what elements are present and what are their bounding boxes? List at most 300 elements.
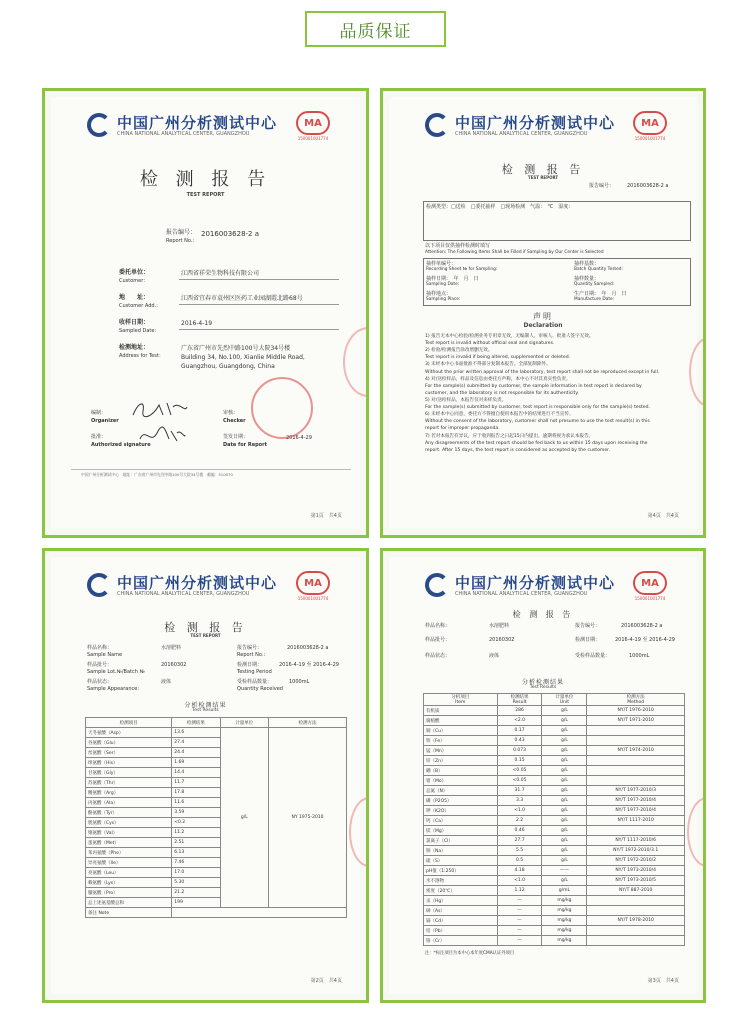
item-cell: 酪氨酸（Tyr） xyxy=(86,808,172,818)
seam-seal-icon xyxy=(349,797,369,867)
method-cell: NY/T 1978-2010 xyxy=(587,916,685,926)
authorized-label: 批准： xyxy=(91,434,107,440)
item-cell: 胱氨酸（Cys） xyxy=(86,818,172,828)
col-header: 计量单位 Unit xyxy=(542,694,587,706)
report-title: 检 测 报 告 xyxy=(164,621,247,634)
period-value: 2016-4-19 至 2016-4-29 xyxy=(615,637,675,643)
result-cell: 0.17 xyxy=(497,726,542,736)
seam-seal-icon xyxy=(689,337,706,407)
item-cell: 密度（20℃） xyxy=(424,886,498,896)
item-cell: 总氮（N） xyxy=(424,786,498,796)
item-cell: 镉（Cd） xyxy=(424,916,498,926)
unit-cell: mg/kg xyxy=(542,936,587,946)
report-no: 2016003628-2 a xyxy=(287,645,329,651)
method-cell xyxy=(587,926,685,936)
declaration-line: Without the consent of the laboratory, customer shall not presume to use the test result(s) in this xyxy=(425,419,650,425)
table-footnote: 注：*标注项目为本中心本年度CMA认证外项目 xyxy=(425,951,515,956)
results-title: 分析检测结果 xyxy=(521,679,564,686)
sampled-qty-label: 抽样数量： xyxy=(574,276,600,282)
lab-emblem-icon xyxy=(87,113,111,137)
result-cell: 2.51 xyxy=(172,838,220,848)
sample-name: 水溶肥料 xyxy=(161,645,182,651)
result-cell: <0.2 xyxy=(172,818,220,828)
date-label-en: Sampled Date: xyxy=(119,328,157,334)
test-addr-label-en: Address for Test： xyxy=(119,353,164,359)
test-addr-en2: Guangzhou, Guangdong, China xyxy=(181,363,275,370)
declaration-line: 2) 检验/检测报告涂改增删无效。 xyxy=(425,348,493,354)
unit-cell: g/L xyxy=(220,728,268,908)
page-number: 第3页 共4页 xyxy=(647,978,679,984)
result-cell: 11.7 xyxy=(172,778,220,788)
unit-cell: g/L xyxy=(542,736,587,746)
item-cell: 腐植酸 xyxy=(424,716,498,726)
lab-name-en: CHINA NATIONAL ANALYTICAL CENTER, GUANGZHOU xyxy=(455,591,588,597)
item-cell: 苏氨酸（Thr） xyxy=(86,778,172,788)
declaration-title: 声明 xyxy=(533,312,553,321)
table-row xyxy=(86,728,347,738)
issue-date: 2016-4-29 xyxy=(286,435,312,441)
item-cell: 磷（P2O5） xyxy=(424,796,498,806)
item-cell: 钼（Mo） xyxy=(424,776,498,786)
official-seal-icon xyxy=(251,377,313,439)
period-label: 检测日期： xyxy=(575,637,601,643)
lot-label-en: Sample Lot.№/Batch № xyxy=(87,669,145,675)
test-addr-cn: 广东省广州市先烈中路100号大院34号楼 xyxy=(181,345,291,352)
result-cell: — xyxy=(497,926,542,936)
col-header: 分析项目 Item xyxy=(424,694,498,706)
unit-cell: g/L xyxy=(542,836,587,846)
lab-logo xyxy=(425,571,667,601)
organizer-signature xyxy=(129,397,189,421)
result-cell: 14.4 xyxy=(172,768,220,778)
customer-label: 委托单位： xyxy=(119,269,150,276)
item-cell: 蛋氨酸（Met） xyxy=(86,838,172,848)
lab-name: 中国广州分析测试中心 xyxy=(455,574,616,592)
declaration-line: 1) 报告无本中心检验/检测业务专用章无效，无编制人、审核人、批准人签字无效。 xyxy=(425,334,594,339)
result-cell: 11.2 xyxy=(172,828,220,838)
report-no-label: 报告编号： xyxy=(166,229,197,236)
result-cell: 0.5 xyxy=(497,856,542,866)
item-cell: 亮氨酸（Leu） xyxy=(86,868,172,878)
table-row xyxy=(424,776,685,786)
unit-cell: g/L xyxy=(542,776,587,786)
lab-name-en: CHINA NATIONAL ANALYTICAL CENTER, GUANGZHOU xyxy=(117,591,250,597)
result-cell: 2.2 xyxy=(497,816,542,826)
table-row xyxy=(424,866,685,876)
table-row xyxy=(424,846,685,856)
item-cell: 汞（Hg） xyxy=(424,896,498,906)
unit-cell: g/L xyxy=(542,706,587,716)
report-title: 检 测 报 告 xyxy=(139,169,272,190)
item-cell: 缬氨酸（Val） xyxy=(86,828,172,838)
page-number: 第1页 共4页 xyxy=(310,513,342,519)
declaration-line: For the sample(s) submitted by customer, the sample information in test report is declared by xyxy=(425,383,642,389)
result-cell: 1.69 xyxy=(172,758,220,768)
declaration-line: Test report is invalid without official seal and signatures. xyxy=(425,341,555,347)
qty-label-en: Quantity Received xyxy=(237,686,283,692)
result-cell: — xyxy=(497,916,542,926)
item-cell: 丝氨酸（Ser） xyxy=(86,748,172,758)
item-cell: 天冬氨酸（Asp） xyxy=(86,728,172,738)
sampling-date-label: 抽样日期： 年 月 日 xyxy=(426,276,479,282)
sample-name-label-en: Sample Name xyxy=(87,652,123,658)
unit-cell: g/L xyxy=(542,846,587,856)
table-row xyxy=(424,936,685,946)
method-cell: NY/T 1971-2010 xyxy=(587,716,685,726)
col-header: 检测结果 Result xyxy=(497,694,542,706)
result-cell: 17.8 xyxy=(172,788,220,798)
method-cell xyxy=(587,936,685,946)
test-addr-label: 检测地址： xyxy=(119,344,150,351)
result-cell: 21.2 xyxy=(172,888,220,898)
item-cell: 异亮氨酸（Ile） xyxy=(86,858,172,868)
unit-cell: —— xyxy=(542,866,587,876)
sample-name: 水溶肥料 xyxy=(489,623,510,629)
item-cell: 谷氨酸（Glu） xyxy=(86,738,172,748)
col-header: 检测项目 xyxy=(86,718,172,728)
lot-value: 20160302 xyxy=(161,662,187,668)
cma-mark-icon: MA xyxy=(296,571,330,595)
report-title: 检 测 报 告 xyxy=(512,610,574,619)
table-row xyxy=(424,836,685,846)
page-footer: 中国广州分析测试中心 地址：广东省广州市先烈中路100号大院34号楼 邮编：510070 xyxy=(81,472,233,477)
appearance-value: 液体 xyxy=(489,653,500,659)
organizer-label: 编制： xyxy=(91,410,107,416)
result-cell: <1.0 xyxy=(497,806,542,816)
customer-label-en: Customer： xyxy=(119,278,149,284)
method-cell: NY 1975-2010 xyxy=(268,728,346,908)
result-cell: — xyxy=(497,896,542,906)
result-cell: 11.6 xyxy=(172,798,220,808)
method-cell xyxy=(587,766,685,776)
method-cell: NY/T 887-2010 xyxy=(587,886,685,896)
table-row xyxy=(424,926,685,936)
item-cell: 甘氨酸（Gly） xyxy=(86,768,172,778)
test-type-box xyxy=(423,201,691,241)
declaration-line: Test report is invalid if being altered, supplemented or deleted. xyxy=(425,355,571,361)
item-cell: 总上述氨基酸总和 xyxy=(86,898,172,908)
result-cell: 286 xyxy=(497,706,542,716)
item-cell: 铬（Cr） xyxy=(424,936,498,946)
section-title: 品质保证 xyxy=(305,11,446,47)
batch-qty-label-en: Batch Quantity Tested: xyxy=(574,267,623,272)
lot-label: 样品批号： xyxy=(425,637,451,643)
unit-cell: g/L xyxy=(542,786,587,796)
sampling-instruction-en: Attention: The Following Items Shall be Filled if Sampling by Our Center is Selected xyxy=(425,250,604,255)
col-header: 检测方法 xyxy=(268,718,346,728)
unit-cell: g/L xyxy=(542,766,587,776)
lab-logo xyxy=(87,571,330,601)
manufacture-date-label: 生产日期： 年 月 日 xyxy=(574,291,627,297)
declaration-line: report. After 15 days, the test report is considered as accepted by the customer. xyxy=(425,447,611,453)
table-row xyxy=(424,706,685,716)
method-cell: NY/T 1972-2010/2 xyxy=(587,856,685,866)
item-cell: 氯离子（Cl） xyxy=(424,836,498,846)
declaration-body xyxy=(425,333,689,454)
table-row xyxy=(424,716,685,726)
table-row xyxy=(424,746,685,756)
method-cell: NY/T 1974-2010 xyxy=(587,746,685,756)
result-cell: 0.073 xyxy=(497,746,542,756)
result-cell: 27.7 xyxy=(497,836,542,846)
table-row xyxy=(424,916,685,926)
method-cell: NY/T 1977-2010/3 xyxy=(587,786,685,796)
report-no: 2016003628-2 a xyxy=(627,183,669,189)
table-row xyxy=(424,806,685,816)
sampling-place-label: 抽样地点： xyxy=(426,291,452,297)
report-no: 2016003628-2 a xyxy=(621,623,663,629)
qty-value: 1000mL xyxy=(629,653,650,659)
item-cell: 赖氨酸（Lys） xyxy=(86,878,172,888)
checker-label-en: Checker xyxy=(223,418,246,424)
issue-date-label: 签发日期： xyxy=(223,434,249,440)
cma-mark-icon: MA xyxy=(633,571,667,595)
report-page-3 xyxy=(380,548,706,1003)
lab-name: 中国广州分析测试中心 xyxy=(117,574,278,592)
col-header: 计量单位 xyxy=(220,718,268,728)
item-cell: 水不溶物 xyxy=(424,876,498,886)
address-label: 地 址： xyxy=(119,294,150,301)
sampling-row-1-en: Recording Sheet № for Sampling: xyxy=(426,267,498,272)
method-cell xyxy=(587,756,685,766)
result-cell: 199 xyxy=(172,898,220,908)
element-table xyxy=(423,693,685,946)
result-cell: — xyxy=(497,906,542,916)
report-no-label: 报告编号： xyxy=(237,645,263,651)
table-row xyxy=(424,816,685,826)
customer-value: 江西省祥荣生物科技有限公司 xyxy=(181,270,260,277)
unit-cell: g/mL xyxy=(542,886,587,896)
lot-value: 20160302 xyxy=(489,637,515,643)
result-cell: 0.46 xyxy=(497,826,542,836)
declaration-line: 6) 未经本中心同意，委托方不得擅自使用本报告中的结果进行不当宣传。 xyxy=(425,412,574,418)
sampling-row-1: 抽样单编号： xyxy=(426,261,457,267)
report-page-4 xyxy=(380,88,706,538)
report-no-label: 报告编号： xyxy=(575,623,601,629)
test-addr-en1: Building 34, No.100, Xianlie Middle Road, xyxy=(181,354,305,361)
seam-seal-icon xyxy=(687,797,706,867)
declaration-line: 4) 对/送检样品，样品及信息由委托方声称，本中心不对其真实性负责。 xyxy=(425,376,571,382)
table-row xyxy=(424,766,685,776)
note-row xyxy=(86,908,347,918)
item-cell: 精氨酸（Arg） xyxy=(86,788,172,798)
report-no-label-en: Report No.: xyxy=(166,238,195,244)
table-row xyxy=(424,786,685,796)
table-row xyxy=(424,726,685,736)
unit-cell: g/L xyxy=(542,876,587,886)
appearance-label: 样品状态： xyxy=(87,679,113,685)
report-title: 检 测 报 告 xyxy=(501,163,585,176)
test-type-row: 检测类型：□送检 □委托抽样 □现场检测 气温： ℃ 湿度： xyxy=(426,204,574,210)
item-cell: 硼（B） xyxy=(424,766,498,776)
cma-mark-icon: MA xyxy=(633,111,667,135)
method-cell: NY/T 1117-2010/6 xyxy=(587,836,685,846)
table-row xyxy=(424,826,685,836)
table-row xyxy=(424,756,685,766)
report-title-en: TEST REPORT xyxy=(190,633,221,638)
result-cell: 5.30 xyxy=(172,878,220,888)
table-row xyxy=(424,896,685,906)
item-cell: pH值（1:250） xyxy=(424,866,498,876)
result-cell: 7.46 xyxy=(172,858,220,868)
item-cell: 钠（Na） xyxy=(424,846,498,856)
appearance-label: 样品状态： xyxy=(425,653,451,659)
item-cell: 组氨酸（His） xyxy=(86,758,172,768)
unit-cell: g/L xyxy=(542,746,587,756)
note-label: 备注 Note xyxy=(86,908,172,918)
result-cell: 4.18 xyxy=(497,866,542,876)
declaration-line: customer, and the laboratory is not responsible for its authenticity. xyxy=(425,390,579,396)
qty-label: 受检样品数量： xyxy=(237,679,273,685)
report-no-label: 报告编号： xyxy=(589,183,615,189)
lab-logo xyxy=(87,111,330,141)
report-page-1 xyxy=(42,88,369,538)
authorized-signature xyxy=(137,425,187,447)
declaration-line: Any disagreements of the test report should be fed back to us within 15 days upon receiving the xyxy=(425,440,648,446)
unit-cell: g/L xyxy=(542,756,587,766)
issue-date-label-en: Date for Report xyxy=(223,442,267,448)
item-cell: 铁（Fe） xyxy=(424,736,498,746)
result-cell: 17.0 xyxy=(172,868,220,878)
unit-cell: g/L xyxy=(542,716,587,726)
result-cell: <0.05 xyxy=(497,766,542,776)
col-header: 检测方法 Method xyxy=(587,694,685,706)
period-value: 2016-4-19 至 2016-4-29 xyxy=(279,662,339,668)
declaration-line: 5) 对/送检样品，本报告仅对来样负责。 xyxy=(425,397,507,403)
lab-logo xyxy=(425,111,667,141)
report-title-en: TEST REPORT xyxy=(527,175,559,180)
result-cell: 27.4 xyxy=(172,738,220,748)
declaration-line: 7) 若对本报告有异议，应于收到报告之日起15日内提出，逾期将视为承认本报告。 xyxy=(425,433,594,439)
table-row xyxy=(424,886,685,896)
item-cell: 镁（Mg） xyxy=(424,826,498,836)
result-cell: 3.59 xyxy=(172,808,220,818)
method-cell: NY/T 1977-2010/4 xyxy=(587,806,685,816)
unit-cell: mg/kg xyxy=(542,926,587,936)
amino-acid-table xyxy=(85,717,347,918)
item-cell: 锌（Zn） xyxy=(424,756,498,766)
item-cell: 脯氨酸（Pro） xyxy=(86,888,172,898)
lab-name: 中国广州分析测试中心 xyxy=(117,114,278,132)
sampling-instruction: 以下项目仅供抽样检测时填写 xyxy=(425,243,491,249)
unit-cell: mg/kg xyxy=(542,906,587,916)
report-page-2 xyxy=(42,548,369,1003)
item-cell: 有机质 xyxy=(424,706,498,716)
item-cell: 钾（K2O） xyxy=(424,806,498,816)
period-label-en: Testing Period xyxy=(237,669,272,675)
method-cell xyxy=(587,726,685,736)
cma-number: 150001001774 xyxy=(297,596,329,601)
page-number: 第2页 共4页 xyxy=(310,978,342,984)
method-cell xyxy=(587,826,685,836)
report-no-label-en: Report No.: xyxy=(237,652,266,658)
method-cell xyxy=(587,896,685,906)
lab-name: 中国广州分析测试中心 xyxy=(455,114,616,132)
result-cell: 3.3 xyxy=(497,796,542,806)
unit-cell: g/L xyxy=(542,726,587,736)
result-cell: 5.5 xyxy=(497,846,542,856)
declaration-line: For the sample(s) submitted by customer, test report is responsible only for the sample(s) tested. xyxy=(425,405,651,411)
result-cell: 31.7 xyxy=(497,786,542,796)
sampling-place-label-en: Sampling Place: xyxy=(426,297,461,302)
method-cell: NY/T 1973-2010/4 xyxy=(587,866,685,876)
report-title-en: TEST REPORT xyxy=(186,192,225,198)
sample-name-label: 样品名称： xyxy=(425,623,451,629)
lab-emblem-icon xyxy=(87,573,111,597)
method-cell: NY/T 1117-2010 xyxy=(587,816,685,826)
table-row xyxy=(424,796,685,806)
unit-cell: mg/kg xyxy=(542,916,587,926)
result-cell: <1.0 xyxy=(497,876,542,886)
report-no: 2016003628-2 a xyxy=(201,230,260,238)
result-cell: 24.4 xyxy=(172,748,220,758)
period-label: 检测日期： xyxy=(237,662,263,668)
organizer-label-en: Organizer xyxy=(91,418,119,424)
page-number: 第4页 共4页 xyxy=(647,513,679,519)
unit-cell: g/L xyxy=(542,816,587,826)
item-cell: 铜（Cu） xyxy=(424,726,498,736)
table-row xyxy=(424,876,685,886)
col-header: 检测结果 xyxy=(172,718,220,728)
table-row xyxy=(424,856,685,866)
qty-label: 受检样品数量： xyxy=(575,653,611,659)
lot-label: 样品批号： xyxy=(87,662,113,668)
unit-cell: g/L xyxy=(542,826,587,836)
manufacture-date-label-en: Manufacture Date: xyxy=(574,297,615,302)
declaration-title-en: Declaration xyxy=(523,322,563,329)
result-cell: 1.12 xyxy=(497,886,542,896)
sample-name-label: 样品名称： xyxy=(87,645,113,651)
method-cell xyxy=(587,736,685,746)
unit-cell: g/L xyxy=(542,856,587,866)
unit-cell: g/L xyxy=(542,796,587,806)
item-cell: 铅（Pb） xyxy=(424,926,498,936)
result-cell: 0.15 xyxy=(497,756,542,766)
results-title: 分析检测结果 xyxy=(184,702,227,709)
method-cell xyxy=(587,776,685,786)
declaration-line: Without the prior written approval of the laboratory, test report shall not be reproduced except in full. xyxy=(425,369,660,375)
method-cell: NY/T 1977-2010/4 xyxy=(587,796,685,806)
item-cell: 硫（S） xyxy=(424,856,498,866)
sampled-qty-label-en: Quantity Sampled: xyxy=(574,282,615,287)
result-cell: <0.05 xyxy=(497,776,542,786)
authorized-label-en: Authorized signature xyxy=(91,442,151,448)
seam-seal-icon xyxy=(343,327,369,397)
item-cell: 锰（Mn） xyxy=(424,746,498,756)
item-cell: 砷（As） xyxy=(424,906,498,916)
appearance-label-en: Sample Appearance: xyxy=(87,686,140,692)
method-cell: NY/T 1976-2010 xyxy=(587,706,685,716)
unit-cell: mg/kg xyxy=(542,896,587,906)
note-cell xyxy=(172,908,347,918)
lab-name-en: CHINA NATIONAL ANALYTICAL CENTER, GUANGZHOU xyxy=(117,131,250,137)
results-title-en: Test Results xyxy=(529,685,557,690)
qty-value: 1000mL xyxy=(289,679,310,685)
method-cell: NY/T 1973-2010/5 xyxy=(587,876,685,886)
declaration-line: report for improper propaganda. xyxy=(425,426,500,432)
table-row xyxy=(424,906,685,916)
method-cell: NY/T 1972-2010/3.1 xyxy=(587,846,685,856)
results-title-en: Test Results xyxy=(192,708,219,713)
lab-name-en: CHINA NATIONAL ANALYTICAL CENTER, GUANGZHOU xyxy=(455,131,588,137)
cma-number: 150001001774 xyxy=(634,596,666,601)
cma-number: 150001001774 xyxy=(634,136,666,141)
batch-qty-label: 抽样基数： xyxy=(574,261,600,267)
unit-cell: g/L xyxy=(542,806,587,816)
table-row xyxy=(424,736,685,746)
address-label-en: Customer Add.: xyxy=(119,303,158,309)
sampling-box xyxy=(423,258,691,306)
